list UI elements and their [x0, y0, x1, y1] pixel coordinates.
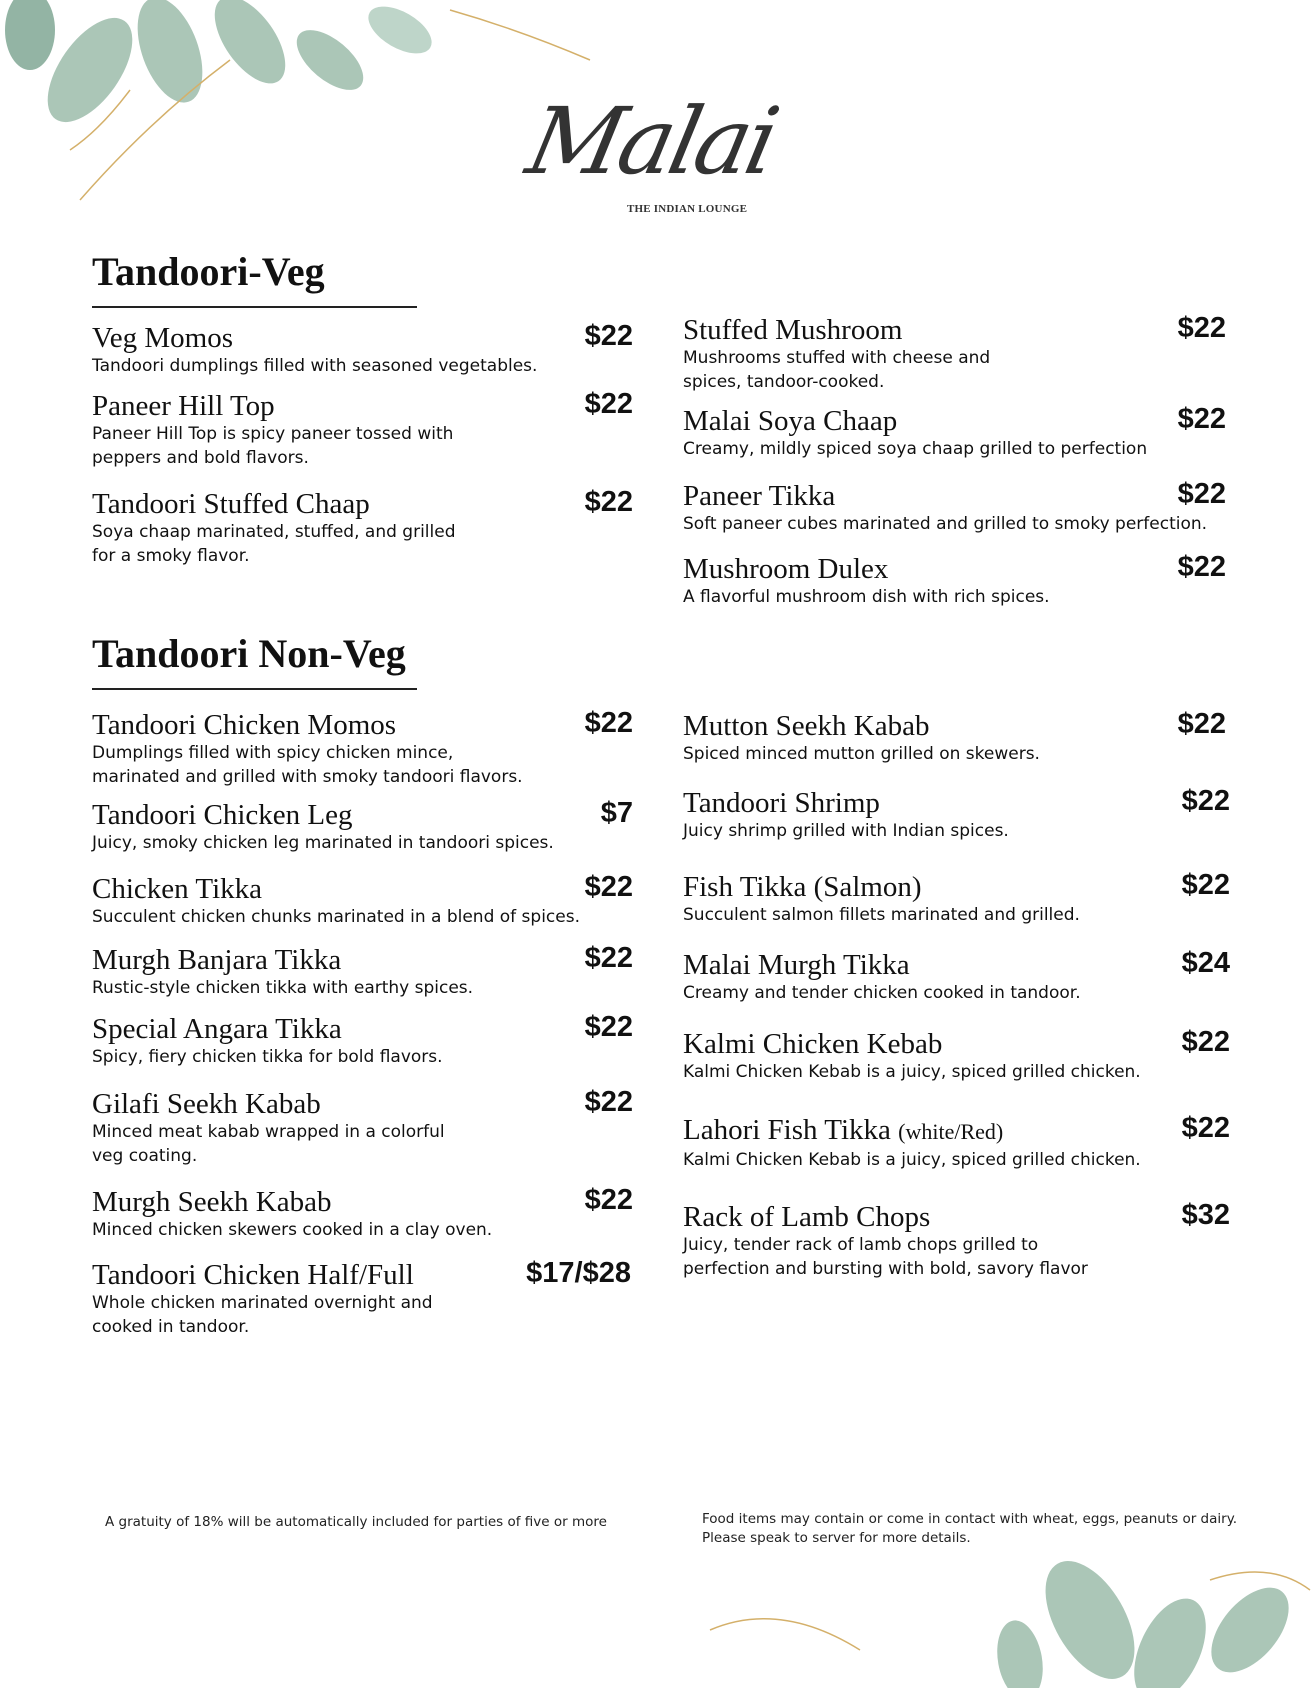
menu-item: [92, 1259, 631, 1339]
item-price: $22: [1181, 785, 1230, 817]
item-price: $22: [1177, 312, 1226, 344]
menu-item: [92, 944, 633, 1000]
item-name: Veg Momos: [92, 322, 233, 354]
item-name: Kalmi Chicken Kebab: [683, 1028, 943, 1060]
item-description: Spicy, fiery chicken tikka for bold flavors.: [92, 1047, 443, 1067]
menu-item: [683, 405, 1226, 461]
item-name: Paneer Tikka: [683, 480, 836, 512]
item-name: Malai Murgh Tikka: [683, 949, 910, 981]
item-description: Juicy shrimp grilled with Indian spices.: [683, 821, 1009, 841]
item-description: Juicy, smoky chicken leg marinated in tandoori spices.: [92, 833, 554, 853]
menu-item: [92, 709, 633, 789]
item-name: Murgh Seekh Kabab: [92, 1186, 332, 1218]
item-description: Paneer Hill Top is spicy paneer tossed with peppers and bold flavors.: [92, 424, 454, 468]
item-name: Fish Tikka (Salmon): [683, 871, 922, 903]
item-price: $22: [584, 1086, 633, 1118]
menu-item: [683, 553, 1226, 609]
item-price: $22: [584, 871, 633, 903]
item-price: $22: [1177, 551, 1226, 583]
item-description: Kalmi Chicken Kebab is a juicy, spiced grilled chicken.: [683, 1062, 1141, 1082]
item-name-note: (white/Red): [898, 1119, 1004, 1144]
menu-item: [92, 1013, 633, 1069]
item-description: Dumplings filled with spicy chicken mince, marinated and grilled with smoky tandoori flavors.: [92, 743, 523, 787]
item-description: Creamy, mildly spiced soya chaap grilled to perfection: [683, 439, 1148, 459]
item-price: $7: [600, 797, 633, 829]
item-name: Chicken Tikka: [92, 873, 262, 905]
menu-item: [683, 949, 1230, 1005]
menu-item: [92, 390, 633, 470]
item-name: Mushroom Dulex: [683, 553, 889, 585]
item-description: Juicy, tender rack of lamb chops grilled to perfection and bursting with bold, savory flavor: [683, 1235, 1088, 1279]
item-price: $24: [1181, 947, 1230, 979]
section-divider: [92, 306, 417, 308]
section-title-nonveg: Tandoori Non-Veg: [92, 631, 406, 676]
leaf-decoration-bottom-icon: [690, 1540, 1313, 1688]
item-price: $22: [1177, 403, 1226, 435]
item-name: Gilafi Seekh Kabab: [92, 1088, 321, 1120]
allergen-note: Food items may contain or come in contact with wheat, eggs, peanuts or dairy. Please speak to server for more details.: [702, 1511, 1238, 1546]
item-description: Soya chaap marinated, stuffed, and grilled for a smoky flavor.: [92, 522, 456, 566]
item-name: Tandoori Chicken Momos: [92, 709, 397, 741]
item-price: $22: [584, 942, 633, 974]
item-name: Mutton Seekh Kabab: [683, 710, 930, 742]
item-price: $22: [584, 1011, 633, 1043]
section-divider: [92, 688, 417, 690]
item-description: Tandoori dumplings filled with seasoned vegetables.: [92, 356, 538, 376]
brand-logo: Malai: [518, 88, 785, 195]
item-description: Spiced minced mutton grilled on skewers.: [683, 744, 1040, 764]
item-price: $22: [584, 707, 633, 739]
item-price: $22: [1177, 708, 1226, 740]
menu-item: [683, 1028, 1230, 1084]
item-price: $22: [1181, 869, 1230, 901]
item-name: Murgh Banjara Tikka: [92, 944, 342, 976]
gratuity-note: A gratuity of 18% will be automatically included for parties of five or more: [105, 1514, 607, 1530]
item-name: Tandoori Chicken Half/Full: [92, 1259, 414, 1291]
menu-item: [92, 488, 633, 568]
item-name: Tandoori Chicken Leg: [92, 799, 353, 831]
menu-item: [92, 873, 633, 929]
item-price: $22: [584, 320, 633, 352]
menu-item: [683, 314, 1226, 394]
menu-item: [92, 322, 633, 378]
menu-item: [683, 710, 1226, 766]
item-description: Creamy and tender chicken cooked in tandoor.: [683, 983, 1081, 1003]
item-name: Stuffed Mushroom: [683, 314, 903, 346]
section-title-veg: Tandoori-Veg: [92, 249, 325, 294]
item-description: Minced chicken skewers cooked in a clay oven.: [92, 1220, 493, 1240]
item-description: Whole chicken marinated overnight and cooked in tandoor.: [92, 1293, 433, 1337]
item-name: Paneer Hill Top: [92, 390, 275, 422]
item-price: $22: [584, 1184, 633, 1216]
menu-item: [683, 1114, 1230, 1172]
item-name: Special Angara Tikka: [92, 1013, 342, 1045]
item-price: $22: [584, 388, 633, 420]
item-name: Rack of Lamb Chops: [683, 1201, 931, 1233]
brand-tagline: THE INDIAN LOUNGE: [627, 203, 748, 215]
item-price: $22: [584, 486, 633, 518]
item-name: Malai Soya Chaap: [683, 405, 898, 437]
item-price: $32: [1181, 1199, 1230, 1231]
item-name: Lahori Fish Tikka (white/Red): [683, 1114, 1004, 1146]
menu-item: [92, 1186, 633, 1242]
item-price: $17/$28: [526, 1257, 631, 1289]
menu-item: [683, 480, 1226, 536]
menu-item: [683, 1201, 1230, 1281]
item-description: Minced meat kabab wrapped in a colorful veg coating.: [92, 1122, 445, 1166]
item-price: $22: [1181, 1026, 1230, 1058]
item-description: A flavorful mushroom dish with rich spices.: [683, 587, 1050, 607]
item-description: Succulent salmon fillets marinated and grilled.: [683, 905, 1080, 925]
item-name: Tandoori Stuffed Chaap: [92, 488, 370, 520]
menu-item: [683, 871, 1230, 927]
item-description: Succulent chicken chunks marinated in a blend of spices.: [92, 907, 580, 927]
menu-item: [92, 1088, 633, 1168]
menu-item: [683, 787, 1230, 843]
item-description: Mushrooms stuffed with cheese and spices, tandoor-cooked.: [683, 348, 991, 392]
item-price: $22: [1177, 478, 1226, 510]
item-description: Rustic-style chicken tikka with earthy spices.: [92, 978, 474, 998]
item-name: Tandoori Shrimp: [683, 787, 880, 819]
item-description: Kalmi Chicken Kebab is a juicy, spiced grilled chicken.: [683, 1150, 1141, 1170]
menu-item: [92, 799, 633, 855]
item-price: $22: [1181, 1112, 1230, 1144]
item-description: Soft paneer cubes marinated and grilled to smoky perfection.: [683, 514, 1208, 534]
